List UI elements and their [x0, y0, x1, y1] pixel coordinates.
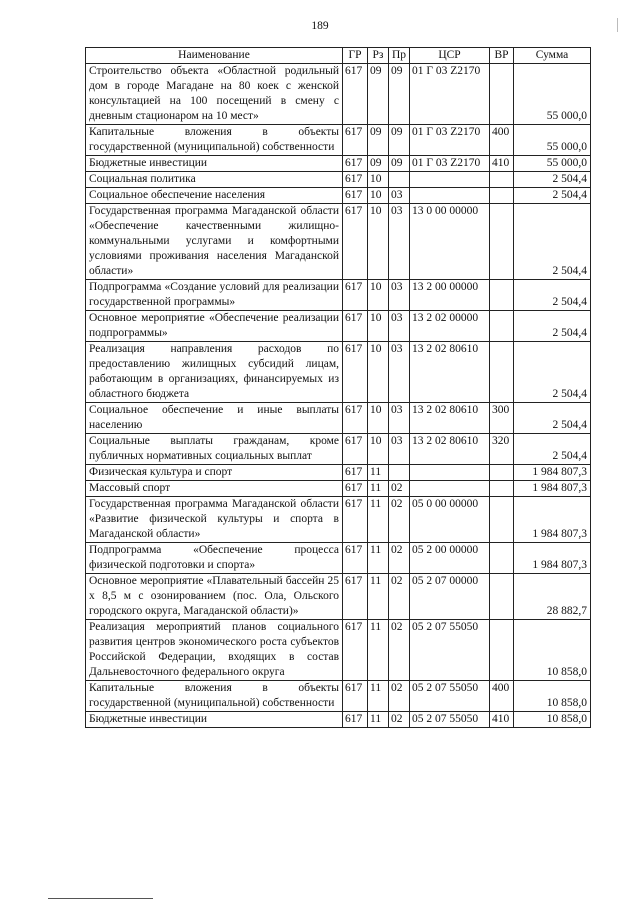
cell-csr: 13 2 00 00000	[410, 280, 490, 311]
cell-gr: 617	[343, 403, 368, 434]
cell-csr: 01 Г 03 Z2170	[410, 64, 490, 125]
cell-vr	[490, 280, 514, 311]
header-vr: ВР	[490, 48, 514, 64]
cell-sum: 28 882,7	[514, 574, 591, 620]
cell-name: Социальное обеспечение населения	[86, 188, 343, 204]
cell-rz: 11	[368, 574, 389, 620]
cell-gr: 617	[343, 497, 368, 543]
cell-vr	[490, 543, 514, 574]
cell-rz: 11	[368, 681, 389, 712]
cell-sum: 55 000,0	[514, 125, 591, 156]
cell-name: Подпрограмма «Создание условий для реализации государственной программы»	[86, 280, 343, 311]
cell-vr	[490, 311, 514, 342]
cell-rz: 09	[368, 125, 389, 156]
cell-csr	[410, 481, 490, 497]
cell-pr: 02	[389, 543, 410, 574]
cell-rz: 10	[368, 188, 389, 204]
table-row	[86, 681, 591, 712]
cell-sum: 2 504,4	[514, 172, 591, 188]
table-row	[86, 434, 591, 465]
cell-pr: 03	[389, 204, 410, 280]
budget-table	[85, 47, 591, 728]
table-row	[86, 481, 591, 497]
cell-sum: 10 858,0	[514, 712, 591, 728]
cell-gr: 617	[343, 481, 368, 497]
table-row	[86, 497, 591, 543]
cell-gr: 617	[343, 543, 368, 574]
cell-vr	[490, 481, 514, 497]
cell-pr: 02	[389, 497, 410, 543]
cell-name: Капитальные вложения в объекты государственной (муниципальной) собственности	[86, 681, 343, 712]
table-body	[86, 64, 591, 728]
cell-sum: 2 504,4	[514, 342, 591, 403]
cell-sum: 55 000,0	[514, 64, 591, 125]
cell-pr: 03	[389, 434, 410, 465]
cell-gr: 617	[343, 204, 368, 280]
cell-name: Реализация мероприятий планов социального развития центров экономического роста субъектов Российской Федерации, входящих в состав Дальневосточного федерального округа	[86, 620, 343, 681]
header-csr: ЦСР	[410, 48, 490, 64]
cell-rz: 11	[368, 481, 389, 497]
table-row	[86, 156, 591, 172]
cell-name: Капитальные вложения в объекты государственной (муниципальной) собственности	[86, 125, 343, 156]
cell-csr: 05 2 07 55050	[410, 712, 490, 728]
cell-csr: 13 2 02 80610	[410, 434, 490, 465]
cell-sum: 1 984 807,3	[514, 465, 591, 481]
cell-pr: 09	[389, 156, 410, 172]
cell-vr	[490, 465, 514, 481]
cell-name: Основное мероприятие «Плавательный бассейн 25 х 8,5 м с озонированием (пос. Ола, Ольского городского округа, Магаданской области)»	[86, 574, 343, 620]
cell-csr: 05 2 00 00000	[410, 543, 490, 574]
cell-pr: 03	[389, 342, 410, 403]
cell-pr: 09	[389, 125, 410, 156]
cell-rz: 10	[368, 434, 389, 465]
cell-csr: 13 0 00 00000	[410, 204, 490, 280]
cell-sum: 10 858,0	[514, 620, 591, 681]
cell-name: Строительство объекта «Областной родильный дом в городе Магадане на 80 коек с женской консультацией на 100 посещений в смену с дневным стационаром на 10 мест»	[86, 64, 343, 125]
cell-rz: 11	[368, 497, 389, 543]
cell-rz: 10	[368, 172, 389, 188]
cell-pr: 03	[389, 188, 410, 204]
cell-gr: 617	[343, 574, 368, 620]
header-pr: Пр	[389, 48, 410, 64]
cell-vr: 410	[490, 712, 514, 728]
footnote-divider	[48, 898, 153, 899]
cell-sum: 2 504,4	[514, 188, 591, 204]
cell-csr: 01 Г 03 Z2170	[410, 125, 490, 156]
cell-csr: 05 2 07 55050	[410, 620, 490, 681]
cell-vr	[490, 620, 514, 681]
cell-rz: 10	[368, 280, 389, 311]
cell-name: Физическая культура и спорт	[86, 465, 343, 481]
cell-name: Государственная программа Магаданской области «Обеспечение качественными жилищно-коммунальными услугами и комфортными условиями проживания населения Магаданской области»	[86, 204, 343, 280]
cell-sum: 1 984 807,3	[514, 543, 591, 574]
cell-csr: 01 Г 03 Z2170	[410, 156, 490, 172]
cell-rz: 11	[368, 465, 389, 481]
cell-rz: 11	[368, 712, 389, 728]
table-row	[86, 125, 591, 156]
cell-csr: 13 2 02 00000	[410, 311, 490, 342]
cell-rz: 11	[368, 543, 389, 574]
table-row	[86, 712, 591, 728]
cell-gr: 617	[343, 434, 368, 465]
cell-sum: 2 504,4	[514, 280, 591, 311]
cell-pr	[389, 172, 410, 188]
cell-name: Подпрограмма «Обеспечение процесса физической подготовки и спорта»	[86, 543, 343, 574]
cell-sum: 55 000,0	[514, 156, 591, 172]
table-row	[86, 204, 591, 280]
cell-gr: 617	[343, 156, 368, 172]
cell-sum: 10 858,0	[514, 681, 591, 712]
cell-vr	[490, 204, 514, 280]
cell-name: Социальная политика	[86, 172, 343, 188]
cell-pr: 03	[389, 403, 410, 434]
cell-sum: 2 504,4	[514, 311, 591, 342]
table-row	[86, 465, 591, 481]
table-row	[86, 188, 591, 204]
cell-vr: 400	[490, 125, 514, 156]
table-row	[86, 342, 591, 403]
cell-gr: 617	[343, 465, 368, 481]
cell-vr: 300	[490, 403, 514, 434]
cell-gr: 617	[343, 681, 368, 712]
table-row	[86, 574, 591, 620]
cell-pr: 02	[389, 574, 410, 620]
cell-name: Социальное обеспечение и иные выплаты населению	[86, 403, 343, 434]
cell-vr	[490, 574, 514, 620]
cell-name: Реализация направления расходов по предоставлению жилищных субсидий лицам, работающим в организациях, финансируемых из областного бюджета	[86, 342, 343, 403]
cell-vr	[490, 497, 514, 543]
cell-csr: 05 0 00 00000	[410, 497, 490, 543]
cell-pr: 02	[389, 481, 410, 497]
cell-pr: 02	[389, 681, 410, 712]
cell-sum: 2 504,4	[514, 204, 591, 280]
cell-rz: 09	[368, 156, 389, 172]
cell-rz: 10	[368, 204, 389, 280]
cell-name: Бюджетные инвестиции	[86, 712, 343, 728]
table-row	[86, 403, 591, 434]
cell-csr: 05 2 07 55050	[410, 681, 490, 712]
cell-csr: 05 2 07 00000	[410, 574, 490, 620]
cell-gr: 617	[343, 712, 368, 728]
table-row	[86, 543, 591, 574]
table-row	[86, 620, 591, 681]
cell-gr: 617	[343, 620, 368, 681]
cell-name: Социальные выплаты гражданам, кроме публичных нормативных социальных выплат	[86, 434, 343, 465]
table-row	[86, 172, 591, 188]
cell-vr: 410	[490, 156, 514, 172]
cell-name: Бюджетные инвестиции	[86, 156, 343, 172]
cell-pr: 02	[389, 712, 410, 728]
cell-rz: 11	[368, 620, 389, 681]
cell-gr: 617	[343, 172, 368, 188]
cell-vr	[490, 342, 514, 403]
cell-vr	[490, 172, 514, 188]
cell-rz: 10	[368, 311, 389, 342]
table-row	[86, 280, 591, 311]
cell-gr: 617	[343, 280, 368, 311]
cell-rz: 10	[368, 403, 389, 434]
cell-csr	[410, 172, 490, 188]
cell-csr: 13 2 02 80610	[410, 403, 490, 434]
cell-sum: 2 504,4	[514, 434, 591, 465]
cell-csr: 13 2 02 80610	[410, 342, 490, 403]
header-name: Наименование	[86, 48, 343, 64]
cell-gr: 617	[343, 188, 368, 204]
table-header-row	[86, 48, 591, 64]
header-gr: ГР	[343, 48, 368, 64]
cell-pr	[389, 465, 410, 481]
cell-name: Основное мероприятие «Обеспечение реализации подпрограммы»	[86, 311, 343, 342]
cell-pr: 09	[389, 64, 410, 125]
cell-csr	[410, 188, 490, 204]
cell-gr: 617	[343, 311, 368, 342]
cell-vr: 320	[490, 434, 514, 465]
cell-gr: 617	[343, 64, 368, 125]
cell-gr: 617	[343, 125, 368, 156]
cell-vr	[490, 64, 514, 125]
cell-vr: 400	[490, 681, 514, 712]
cell-pr: 02	[389, 620, 410, 681]
header-sum: Сумма	[514, 48, 591, 64]
cell-vr	[490, 188, 514, 204]
cell-name: Массовый спорт	[86, 481, 343, 497]
cell-sum: 1 984 807,3	[514, 497, 591, 543]
cell-pr: 03	[389, 311, 410, 342]
cell-rz: 10	[368, 342, 389, 403]
cell-name: Государственная программа Магаданской области «Развитие физической культуры и спорта в Магаданской области»	[86, 497, 343, 543]
cell-rz: 09	[368, 64, 389, 125]
header-rz: Рз	[368, 48, 389, 64]
page-number: 189	[311, 20, 329, 32]
cell-sum: 2 504,4	[514, 403, 591, 434]
cell-sum: 1 984 807,3	[514, 481, 591, 497]
table-row	[86, 311, 591, 342]
cell-gr: 617	[343, 342, 368, 403]
table-row	[86, 64, 591, 125]
cell-csr	[410, 465, 490, 481]
cell-pr: 03	[389, 280, 410, 311]
